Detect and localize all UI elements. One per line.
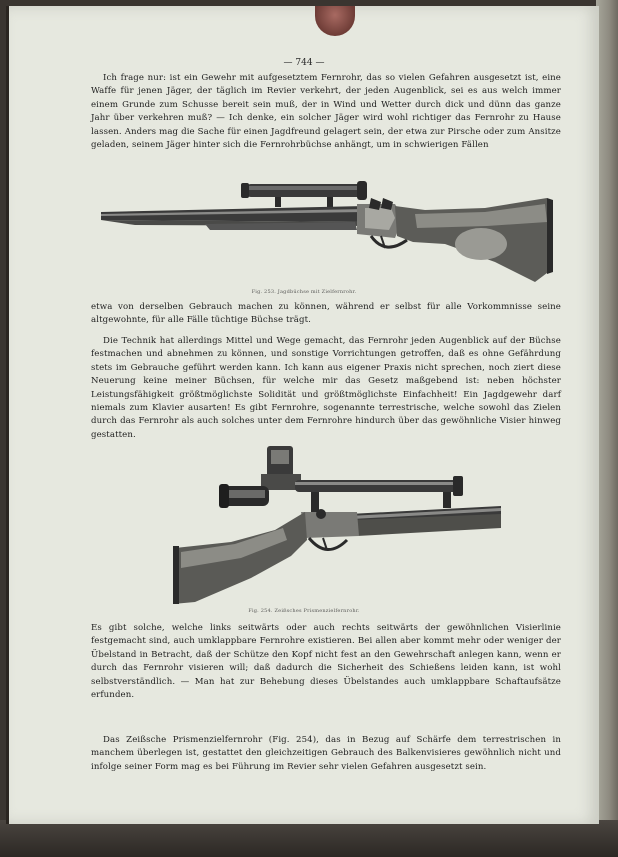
desk-background-right — [596, 0, 618, 857]
paragraph-2: etwa von derselben Gebrauch machen zu können, während er selbst für alle Vorkommnisse seine altgewohnte, für alle Fälle tüchtige Büchse trägt. — [91, 302, 561, 326]
paragraph-1: Ich frage nur: ist ein Gewehr mit aufgesetztem Fernrohr, das so vielen Gefahren ausgesetzt ist, eine Waffe für jenen Jäger, der täglich im Revier verkehrt, der jeden Augenblick, sei es aus welch immer einem Grunde zum Schusse bereit sein muß, der in Wind und Wetter durch dick und dünn das ganze Jahr über verkehren muß? — Ich denke, ein solcher Jäger wird wohl richtiger das Fernrohr zu Hause lassen. Anders mag die Sache für einen Jagdfreund gelagert sein, der etwa zur Pirsche oder zum Ansitze geladen, seinem Jäger hinter sich die Fernrohrbüchse anhängt, um in schwierigen Fällen — [91, 73, 561, 151]
rifle-with-scope-illustration — [95, 178, 555, 286]
figure-2-caption: Fig. 254. Zeißsches Prismenzielfernrohr. — [248, 608, 360, 614]
finger-thumb — [315, 6, 355, 36]
paragraph-5: Das Zeißsche Prismenzielfernrohr (Fig. 254), das in Bezug auf Schärfe dem terrestrischen in manchem überlegen ist, gestattet den gleichzeitigen Gebrauch des Balkenvisieres gewöhnlich nicht und infolge seiner Form mag es bei Führung im Revier sehr vielen Gefahren ausgesetzt sein. — [91, 735, 561, 772]
prism-scope-rifle-illustration — [171, 444, 501, 604]
desk-background-bottom — [0, 820, 618, 857]
figure-1-caption: Fig. 253. Jagdbüchse mit Zielfernrohr. — [251, 289, 357, 295]
paragraph-3: Die Technik hat allerdings Mittel und Wege gemacht, das Fernrohr jeden Augenblick auf der Büchse festmachen und abnehmen zu können, und sonstige Vorrichtungen getroffen, daß es ohne Gefährdung stets im Gebrauche geführt werden kann. Ich kann aus eigener Praxis nicht sprechen, noch ziert diese Neuerung keine meiner Büchsen, für welche mir das Gesetz maßgebend ist: neben höchster Leistungsfähigkeit größtmöglichste Solidität und größtmöglichste Einfachheit! Ein Jagdgewehr darf niemals zum Klavier ausarten! Es gibt Fernrohre, sogenannte terrestrische, welche sowohl das Zielen durch das Fernrohr als auch solches unter dem Fernrohre hindurch über das gewöhnliche Visier hinweg gestatten. — [91, 336, 561, 440]
paragraph-4: Es gibt solche, welche links seitwärts oder auch rechts seitwärts der gewöhnlichen Visierlinie festgemacht sind, auch umklappbare Fernrohre existieren. Bei allen aber kommt mehr oder weniger der Übelstand in Betracht, daß der Schütze den Kopf nicht fest an den Gewehrschaft anlegen kann, wenn er durch das Fernrohr visieren will; daß dadurch die Sicherheit des Schießens leiden kann, ist wohl selbstverständlich. — Man hat zur Behebung dieses Übelstandes auch umklappbare Schaftaufsätze erfunden. — [91, 623, 561, 701]
book-page — [6, 6, 599, 824]
page-number: — 744 — — [283, 58, 325, 68]
